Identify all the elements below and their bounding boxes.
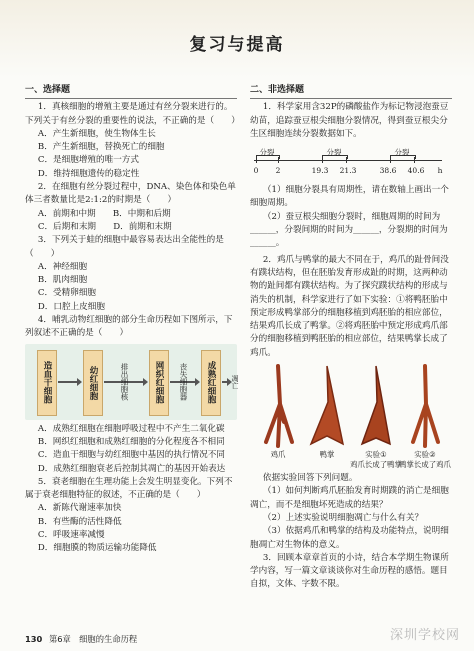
- open-q2-sub1: （1）如何判断鸡爪胚胎发育时期蹼的消亡是细胞凋亡，而不是细胞坏死造成的结果？: [250, 486, 449, 510]
- section-title-choice: 一、选择题: [25, 84, 237, 99]
- q1-option-d: D．维持细胞遗传的稳定性: [37, 168, 140, 179]
- q5-option-d: D．细胞膜的物质运输功能降低: [37, 543, 157, 554]
- tick-label: 19.3: [311, 166, 329, 176]
- question-3: 3．下列关于蛙的细胞中最容易表达出全能性的是（ ）: [25, 235, 224, 259]
- chapter-label: 第6章 细胞的生命历程: [48, 634, 138, 644]
- page-title: 复习与提高: [189, 35, 285, 55]
- timeline-tick: [346, 157, 347, 163]
- question-2: 2．在细胞有丝分裂过程中，DNA、染色体和染色单体三者数量比是2:1:2的时期是（ ）: [25, 182, 236, 206]
- open-q1-sub2: （2）蚕豆根尖细胞分裂时，细胞周期的时间为______，分裂间期的时间为______，分裂期的时间为______。: [250, 211, 448, 249]
- open-q2-sub3: （3）依据鸡爪和鸭掌的结构及功能特点，说明细胞凋亡对生物体的意义。: [250, 526, 449, 550]
- q2-options-ab: A．前期和中期 B．中期和后期: [37, 208, 171, 219]
- experiment1-foot-image: [354, 364, 398, 448]
- unit-label: h: [437, 166, 443, 176]
- flow-label-remove-nucleus: 排出细胞核: [120, 362, 129, 401]
- tick-label: 21.3: [339, 166, 357, 176]
- q3-option-c: C．受精卵细胞: [37, 288, 97, 299]
- timeline-tick: [322, 157, 323, 163]
- open-question-1: 1．科学家用含32P的磷酸盐作为标记物浸泡蚕豆幼苗，追踪蚕豆根尖细胞分裂情况，得到蚕豆根尖分生区细胞连续分裂数据如下。: [250, 102, 449, 139]
- open-q1-sub1: （1）细胞分裂具有周期性，请在数轴上画出一个细胞周期。: [250, 185, 449, 209]
- q4-option-c: C．造血干细胞与幼红细胞中基因的执行情况不同: [37, 450, 225, 461]
- tick-label: 38.6: [379, 166, 397, 176]
- flow-box-stem-cell: 造血干细胞: [37, 350, 57, 416]
- duck-foot-image: [305, 364, 349, 448]
- flow-arrow: [58, 381, 78, 383]
- timeline-tick: [414, 157, 415, 163]
- open-q2-sub2: （2）上述实验说明细胞凋亡与什么有关？: [262, 512, 424, 523]
- caption-chicken: 鸡爪: [270, 450, 286, 460]
- q1-option-c: C．是细胞增殖的唯一方式: [37, 155, 139, 166]
- flow-label-apoptosis: 凋亡: [231, 374, 239, 389]
- page-number: 130: [25, 634, 43, 644]
- open-question-2: 2．鸡爪与鸭掌的最大不同在于，鸡爪的趾骨间没有蹼状结构，但在胚胎发育形成趾的时期，这两种动物的趾间都有蹼状结构。为了探究蹼状结构的形成与消失的机制，科学家进行了如下实验：①将鸭胚胎中预定形成鸭掌部分的细胞移植到鸡胚胎的相应部位，结果鸡爪长成了鸭掌。②将鸡胚胎中预定形成鸡爪部分的细胞移植到鸭胚胎的相应部位，结果鸭掌长成了鸡爪。: [250, 254, 449, 358]
- question-4: 4．哺乳动物红细胞的部分生命历程如下图所示，下列叙述不正确的是（ ）: [25, 315, 233, 339]
- tick-label: 0: [253, 166, 259, 176]
- q1-option-a: A．产生新细胞，使生物体生长: [37, 128, 156, 139]
- left-column: [25, 84, 240, 556]
- experiment2-foot-image: [403, 364, 447, 448]
- section-title-open: 二、非选择题: [250, 84, 452, 99]
- page-footer: [25, 633, 137, 645]
- q3-option-d: D．口腔上皮细胞: [37, 301, 105, 312]
- caption-duck: 鸭掌: [319, 450, 335, 460]
- q4-option-b: B．网织红细胞和成熟红细胞的分化程度各不相同: [37, 436, 225, 447]
- red-cell-flow-diagram: [25, 344, 237, 420]
- q4-option-d: D．成熟红细胞衰老后控制其凋亡的基因开始表达: [37, 463, 226, 474]
- tick-label: 2: [275, 166, 281, 176]
- open-q2-lead: 依据实验回答下列问题。: [262, 473, 358, 484]
- q5-option-a: A．新陈代谢速率加快: [37, 503, 122, 514]
- flow-label-lose-organelles: 丧失细胞器: [179, 362, 188, 401]
- q3-option-a: A．神经细胞: [37, 261, 88, 272]
- segment-label: 分裂: [326, 148, 342, 158]
- q4-option-a: A．成熟红细胞在细胞呼吸过程中不产生二氧化碳: [37, 423, 225, 434]
- segment-label: 分裂: [394, 148, 410, 158]
- flow-box-reticulocyte: 网织红细胞: [149, 350, 169, 416]
- chicken-foot-image: [256, 364, 300, 448]
- timeline-tick: [278, 157, 279, 163]
- timeline-tick: [390, 157, 391, 163]
- question-1: 1．真核细胞的增殖主要是通过有丝分裂来进行的。下列关于有丝分裂的重要性的说法，不正确的是（ ）: [25, 102, 240, 126]
- watermark: 深圳学校网: [389, 628, 460, 643]
- caption-experiment1: 实验① 鸡爪长成了鸭掌: [350, 450, 402, 469]
- question-5: 5．衰老细胞在生理功能上会发生明显变化。下列不属于衰老细胞特征的叙述，不正确的是（ ）: [25, 476, 233, 501]
- tick-label: 40.6: [407, 166, 425, 176]
- flow-arrow: [222, 381, 228, 383]
- q3-option-b: B．肌肉细胞: [37, 275, 88, 286]
- caption-experiment2: 实验② 鸭掌长成了鸡爪: [399, 450, 451, 469]
- segment-label: 分裂: [259, 148, 275, 158]
- q2-options-cd: C．后期和末期 D．前期和末期: [37, 221, 172, 232]
- timeline-tick: [256, 157, 257, 163]
- right-column: [250, 84, 452, 592]
- cell-cycle-timeline: [250, 144, 452, 180]
- q5-option-b: B．有些酶的活性降低: [37, 516, 122, 527]
- q1-option-b: B．产生新细胞，替换死亡的细胞: [37, 142, 165, 153]
- claw-illustrations: [250, 364, 452, 470]
- open-question-3: 3．回顾本章章首页的小诗，结合本学期生物课所学内容，写一篇文章谈谈你对生命历程的感悟。题目自拟，文体、字数不限。: [250, 552, 449, 590]
- q5-option-c: C．呼吸速率减慢: [37, 530, 105, 541]
- flow-box-mature-cell: 成熟红细胞: [201, 350, 221, 416]
- flow-box-young-cell: 幼红细胞: [83, 350, 103, 416]
